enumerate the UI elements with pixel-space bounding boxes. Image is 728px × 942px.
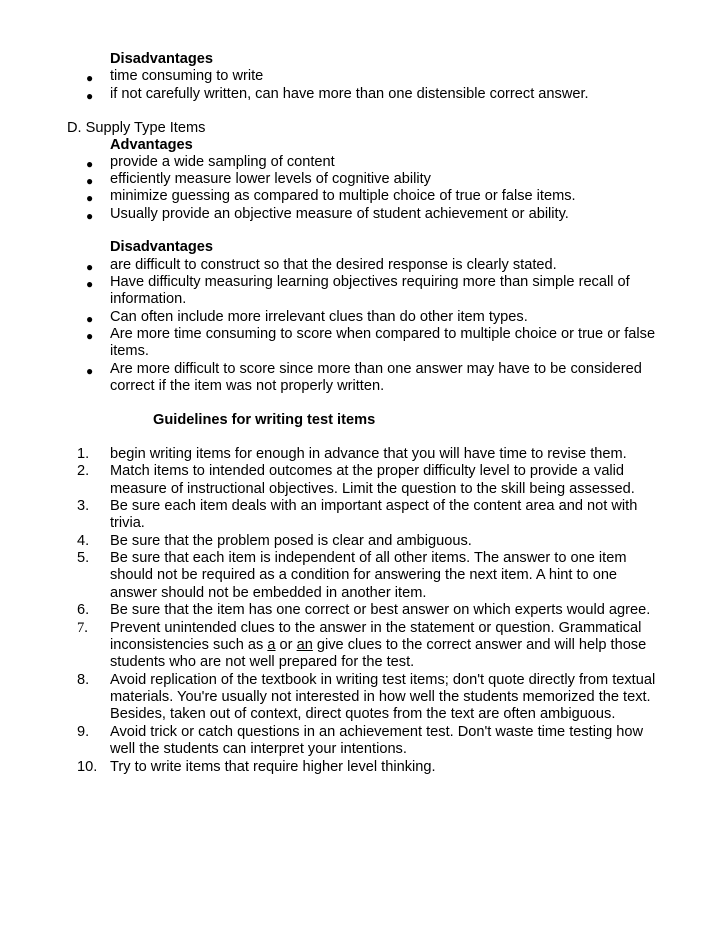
section-d-title: D. Supply Type Items xyxy=(67,120,206,136)
guidelines-title: Guidelines for writing test items xyxy=(153,412,376,428)
disadvantage-item-cont: items. xyxy=(110,343,149,359)
guideline-item: Match items to intended outcomes at the proper difficulty level to provide a valid xyxy=(110,463,625,479)
guideline-item-cont: materials. You're usually not interested in how well the students memorized the text. xyxy=(110,689,651,705)
bullet-icon: ● xyxy=(86,329,94,343)
list-number: 3. xyxy=(77,498,90,514)
bullet-icon: ● xyxy=(86,174,94,188)
list-number: 2. xyxy=(77,463,90,479)
guideline-item: Be sure that the item has one correct or best answer on which experts would agree. xyxy=(110,602,651,618)
guideline-item: Try to write items that require higher level thinking. xyxy=(110,759,436,775)
guideline-item: Be sure that each item is independent of all other items. The answer to one item xyxy=(110,550,627,566)
underlined-word: a xyxy=(267,637,276,653)
section-d-disadvantages-heading: Disadvantages xyxy=(110,239,214,255)
section-c-disadvantage-2: if not carefully written, can have more than one distensible correct answer. xyxy=(110,86,589,102)
bullet-icon: ● xyxy=(86,364,94,378)
section-c-disadvantage-1: time consuming to write xyxy=(110,68,264,84)
disadvantage-item-cont: information. xyxy=(110,291,187,307)
guideline-item-cont: well the students can interpret your intentions. xyxy=(110,741,407,757)
guideline-item-cont: should not be required as a condition for answering the next item. A hint to one xyxy=(110,567,618,583)
guideline-item: Prevent unintended clues to the answer in the statement or question. Grammatical xyxy=(110,620,642,636)
advantage-item: Usually provide an objective measure of student achievement or ability. xyxy=(110,206,569,222)
bullet-icon: ● xyxy=(86,260,94,274)
disadvantage-item: Are more time consuming to score when compared to multiple choice or true or false xyxy=(110,326,656,342)
disadvantage-item: are difficult to construct so that the desired response is clearly stated. xyxy=(110,257,557,273)
advantage-item: provide a wide sampling of content xyxy=(110,154,335,170)
bullet-icon: ● xyxy=(86,71,94,85)
guideline-item: Be sure each item deals with an important aspect of the content area and not with xyxy=(110,498,638,514)
section-d-advantages-heading: Advantages xyxy=(110,137,193,153)
list-number: 7. xyxy=(77,620,88,636)
bullet-icon: ● xyxy=(86,277,94,291)
list-number: 6. xyxy=(77,602,90,618)
bullet-icon: ● xyxy=(86,209,94,223)
advantage-item: efficiently measure lower levels of cognitive ability xyxy=(110,171,431,187)
guideline-item: begin writing items for enough in advance that you will have time to revise them. xyxy=(110,446,627,462)
disadvantage-item: Can often include more irrelevant clues than do other item types. xyxy=(110,309,528,325)
list-number: 1. xyxy=(77,446,90,462)
list-number: 8. xyxy=(77,672,90,688)
guideline-item: Be sure that the problem posed is clear and ambiguous. xyxy=(110,533,472,549)
guideline-item-cont: measure of instructional objectives. Limit the question to the skill being assessed. xyxy=(110,481,635,497)
disadvantage-item: Have difficulty measuring learning objectives requiring more than simple recall of xyxy=(110,274,630,290)
guideline-item-cont: students who are not well prepared for the test. xyxy=(110,654,415,670)
bullet-icon: ● xyxy=(86,312,94,326)
underlined-word: an xyxy=(296,637,313,653)
list-number: 4. xyxy=(77,533,90,549)
list-number: 9. xyxy=(77,724,90,740)
guideline-item: Avoid replication of the textbook in writing test items; don't quote directly from textual xyxy=(110,672,656,688)
bullet-icon: ● xyxy=(86,157,94,171)
guideline-item-cont: inconsistencies such as a or an give clues to the correct answer and will help those xyxy=(110,637,647,653)
advantage-item: minimize guessing as compared to multiple choice of true or false items. xyxy=(110,188,576,204)
guideline-item-cont: trivia. xyxy=(110,515,145,531)
bullet-icon: ● xyxy=(86,191,94,205)
list-number: 10. xyxy=(77,759,98,775)
disadvantage-item: Are more difficult to score since more than one answer may have to be considered xyxy=(110,361,642,377)
list-number: 5. xyxy=(77,550,90,566)
bullet-icon: ● xyxy=(86,89,94,103)
guideline-item-cont: answer should not be embedded in another item. xyxy=(110,585,427,601)
guideline-item-cont: Besides, taken out of context, direct quotes from the text are often ambiguous. xyxy=(110,706,616,722)
section-c-disadvantages-heading: Disadvantages xyxy=(110,51,214,67)
disadvantage-item-cont: correct if the item was not properly written. xyxy=(110,378,385,394)
guideline-item: Avoid trick or catch questions in an achievement test. Don't waste time testing how xyxy=(110,724,644,740)
